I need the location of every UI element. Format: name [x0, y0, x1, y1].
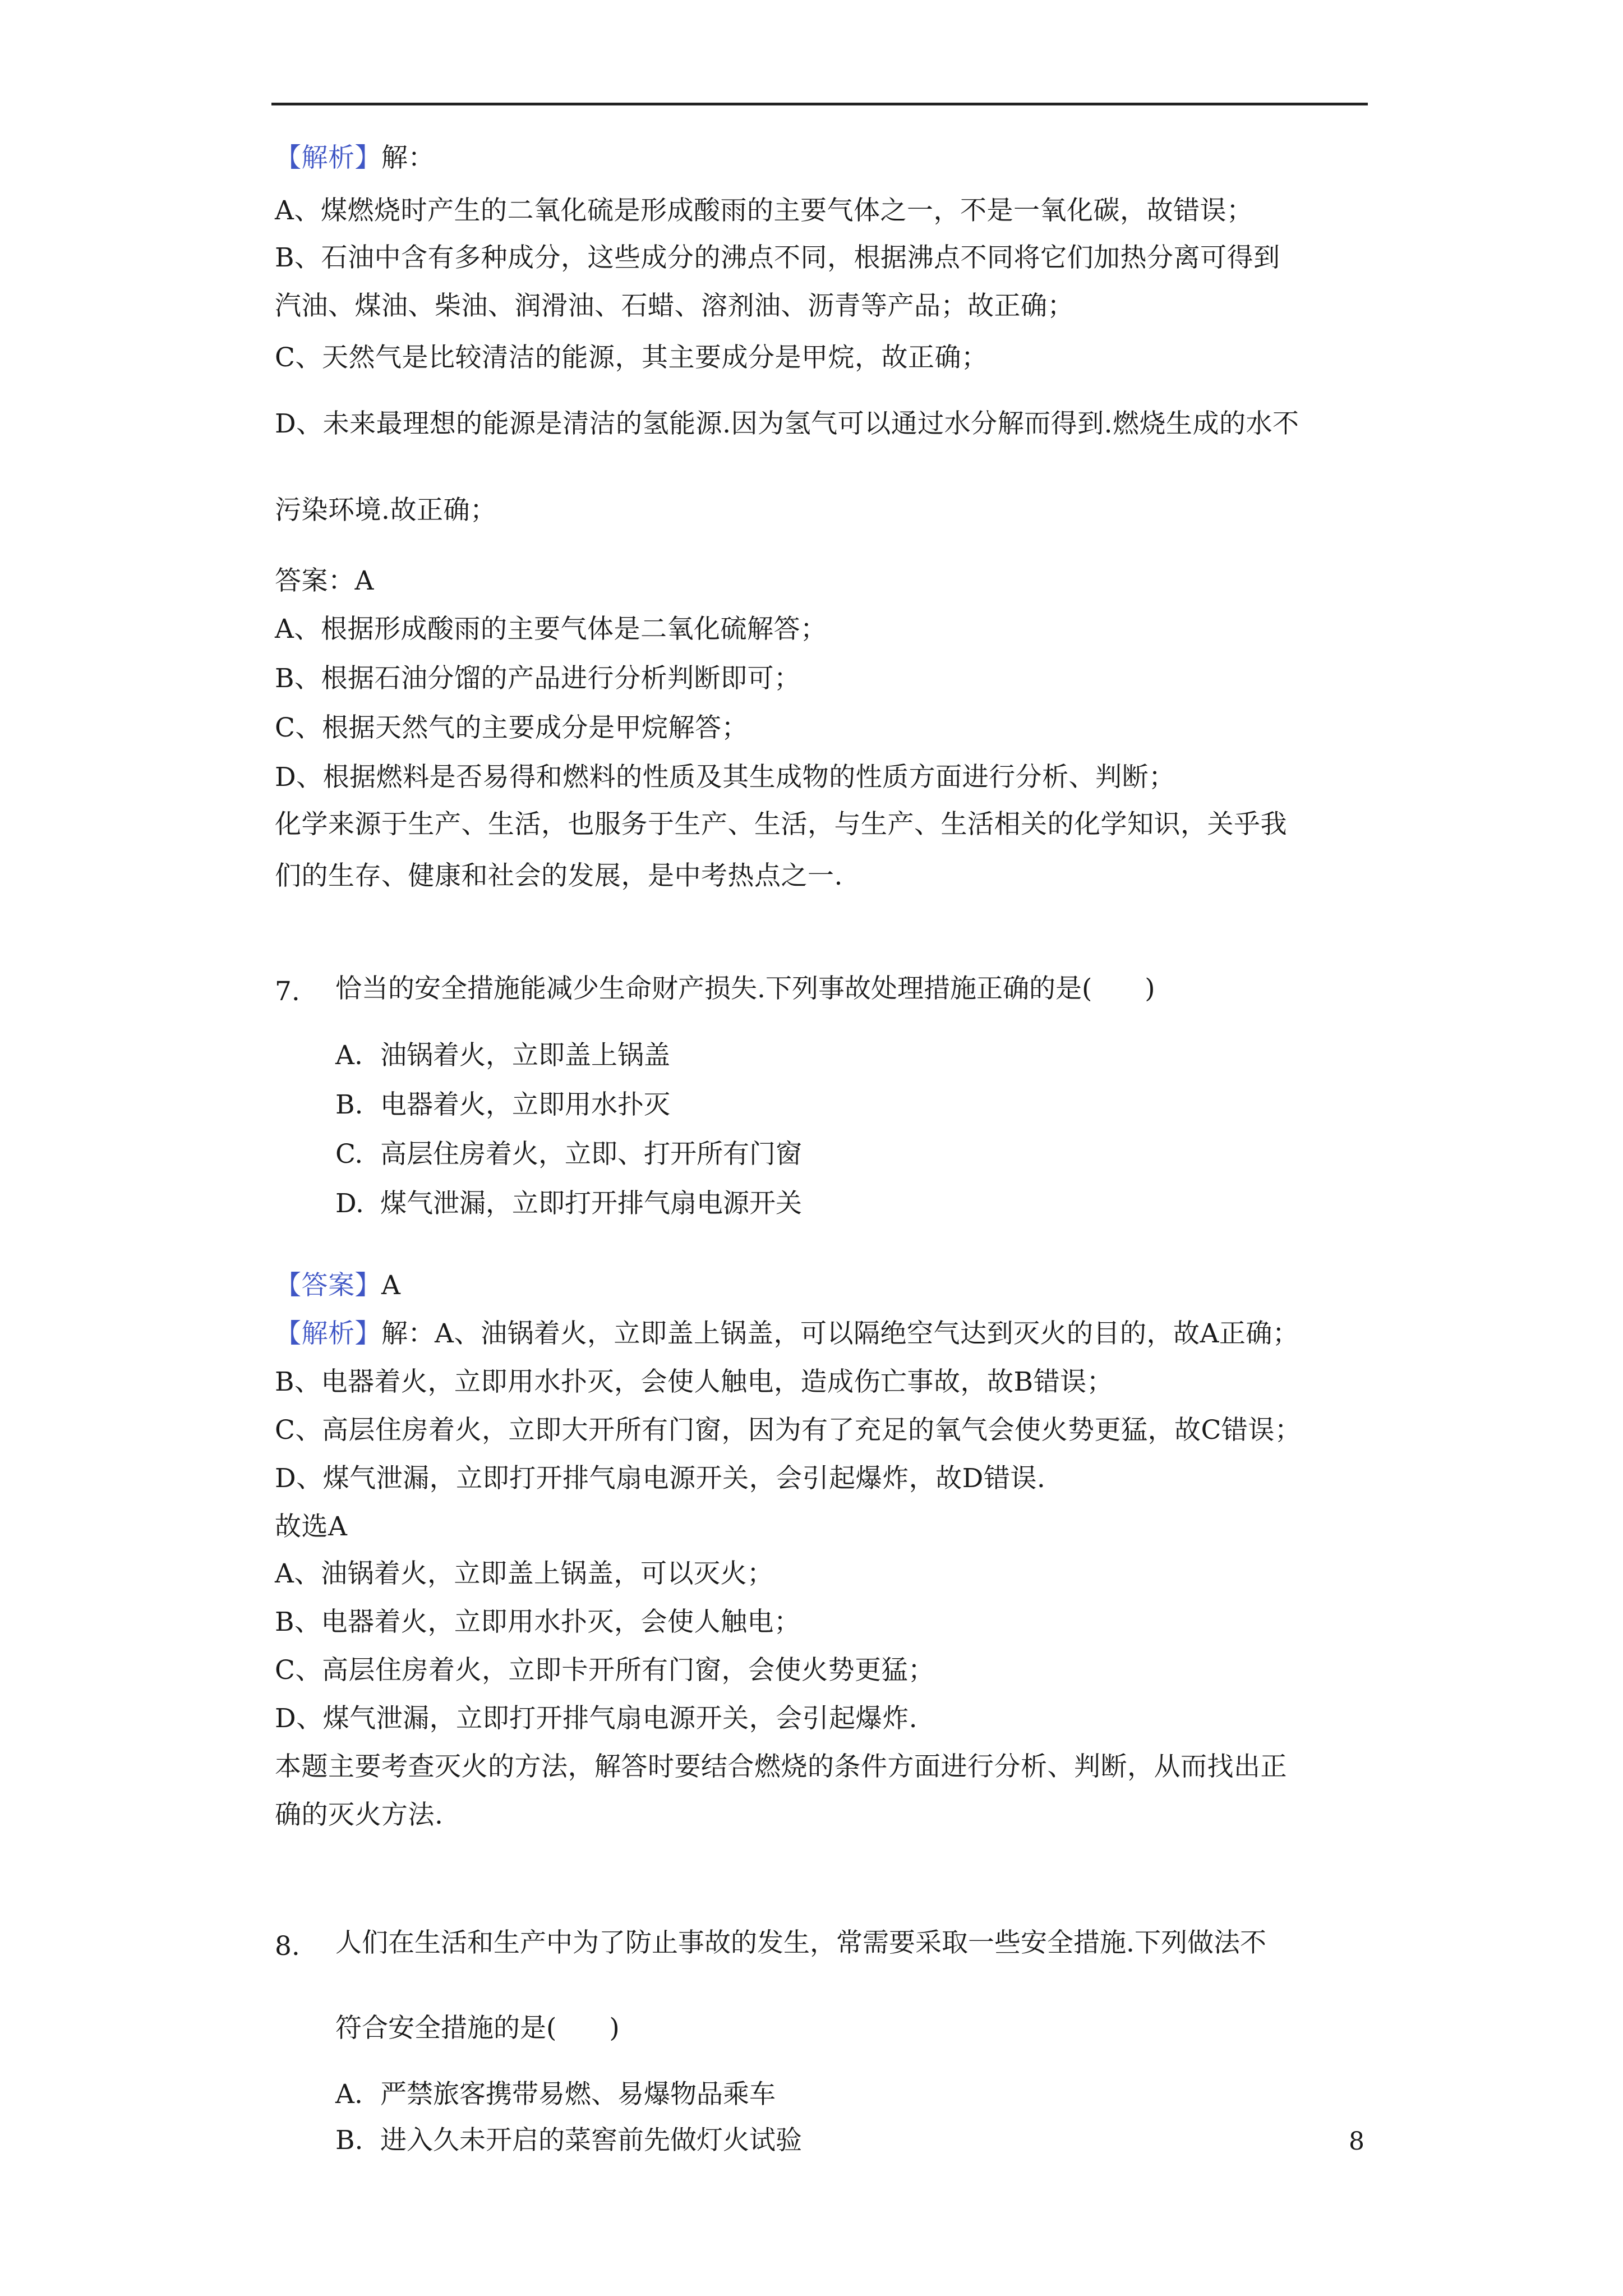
analysis-line: B、电器着火，立即用水扑灭，会使人触电； [275, 1607, 801, 1637]
analysis-line: 们的生存、健康和社会的发展，是中考热点之一. [275, 861, 843, 891]
analysis-line: D、煤气泄漏，立即打开排气扇电源开关，会引起爆炸，故D错误. [275, 1463, 1046, 1494]
option-text: 高层住房着火，立即、打开所有门窗 [380, 1139, 802, 1170]
analysis-intro: 解： [381, 142, 435, 173]
analysis-line: 化学来源于生产、生活，也服务于生产、生活，与生产、生活相关的化学知识，关乎我 [275, 809, 1287, 840]
answer-line: 答案：A [275, 565, 374, 596]
option-letter: D. [335, 1188, 364, 1219]
analysis-line: 污染环境.故正确； [275, 495, 497, 526]
analysis-line: B、石油中含有多种成分，这些成分的沸点不同，根据沸点不同将它们加热分离可得到 [275, 242, 1280, 273]
option-letter: A. [335, 2079, 363, 2110]
option-c [335, 1138, 802, 1171]
question-stem: 恰当的安全措施能减少生命财产损失.下列事故处理措施正确的是( ) [335, 973, 1155, 1004]
answer-heading [275, 1269, 400, 1303]
option-text: 油锅着火，立即盖上锅盖 [380, 1040, 670, 1071]
option-b [335, 2124, 802, 2157]
analysis-first-line: 解：A、油锅着火，立即盖上锅盖，可以隔绝空气达到灭火的目的，故A正确； [381, 1318, 1299, 1349]
option-text: 煤气泄漏，立即打开排气扇电源开关 [380, 1188, 802, 1219]
option-letter: B. [335, 2125, 363, 2156]
analysis-line: D、未来最理想的能源是清洁的氢能源.因为氢气可以通过水分解而得到.燃烧生成的水不 [275, 408, 1299, 439]
option-a [335, 2078, 776, 2111]
analysis-line: 本题主要考查灭火的方法，解答时要结合燃烧的条件方面进行分析、判断，从而找出正 [275, 1751, 1287, 1782]
analysis-line: C、高层住房着火，立即大开所有门窗，因为有了充足的氧气会使火势更猛，故C错误； [275, 1415, 1302, 1446]
answer-value: A [381, 1270, 401, 1301]
analysis-line: 汽油、煤油、柴油、润滑油、石蜡、溶剂油、沥青等产品；故正确； [275, 291, 1074, 321]
analysis-tag: 【解析】 [275, 142, 381, 173]
analysis-line: 故选A [275, 1511, 348, 1542]
analysis-line: A、煤燃烧时产生的二氧化硫是形成酸雨的主要气体之一，不是一氧化碳，故错误； [275, 195, 1253, 226]
analysis-line: B、电器着火，立即用水扑灭，会使人触电，造成伤亡事故，故B错误； [275, 1366, 1114, 1397]
question-stem-continued: 符合安全措施的是( ) [335, 2013, 620, 2044]
analysis-line: A、根据形成酸雨的主要气体是二氧化硫解答； [275, 614, 827, 645]
option-a [335, 1039, 670, 1073]
question-number: 7. [275, 976, 300, 1007]
option-letter: C. [335, 1139, 363, 1170]
analysis-line: C、根据天然气的主要成分是甲烷解答； [275, 712, 748, 743]
analysis-line: D、煤气泄漏，立即打开排气扇电源开关，会引起爆炸. [275, 1703, 918, 1734]
option-text: 进入久未开启的菜窖前先做灯火试验 [380, 2125, 802, 2156]
analysis-tag: 【解析】 [275, 1318, 381, 1349]
analysis-line: C、天然气是比较清洁的能源，其主要成分是甲烷，故正确； [275, 342, 988, 373]
analysis-line: B、根据石油分馏的产品进行分析判断即可； [275, 663, 801, 694]
question-number: 8. [275, 1931, 300, 1962]
option-text: 电器着火，立即用水扑灭 [380, 1089, 670, 1120]
header-rule [271, 103, 1368, 105]
option-letter: A. [335, 1040, 363, 1071]
option-d [335, 1187, 802, 1221]
option-text: 严禁旅客携带易燃、易爆物品乘车 [380, 2079, 776, 2110]
analysis-heading [275, 1317, 1299, 1351]
question-stem: 人们在生活和生产中为了防止事故的发生，常需要采取一些安全措施.下列做法不 [335, 1927, 1266, 1958]
answer-tag: 【答案】 [275, 1270, 381, 1301]
analysis-heading [275, 141, 435, 175]
option-b [335, 1088, 670, 1122]
analysis-line: 确的灭火方法. [275, 1800, 444, 1830]
analysis-line: C、高层住房着火，立即卡开所有门窗，会使火势更猛； [275, 1655, 935, 1686]
page-number: 8 [1349, 2127, 1364, 2156]
analysis-line: D、根据燃料是否易得和燃料的性质及其生成物的性质方面进行分析、判断； [275, 762, 1175, 793]
option-letter: B. [335, 1089, 363, 1120]
analysis-line: A、油锅着火，立即盖上锅盖，可以灭火； [275, 1558, 774, 1589]
